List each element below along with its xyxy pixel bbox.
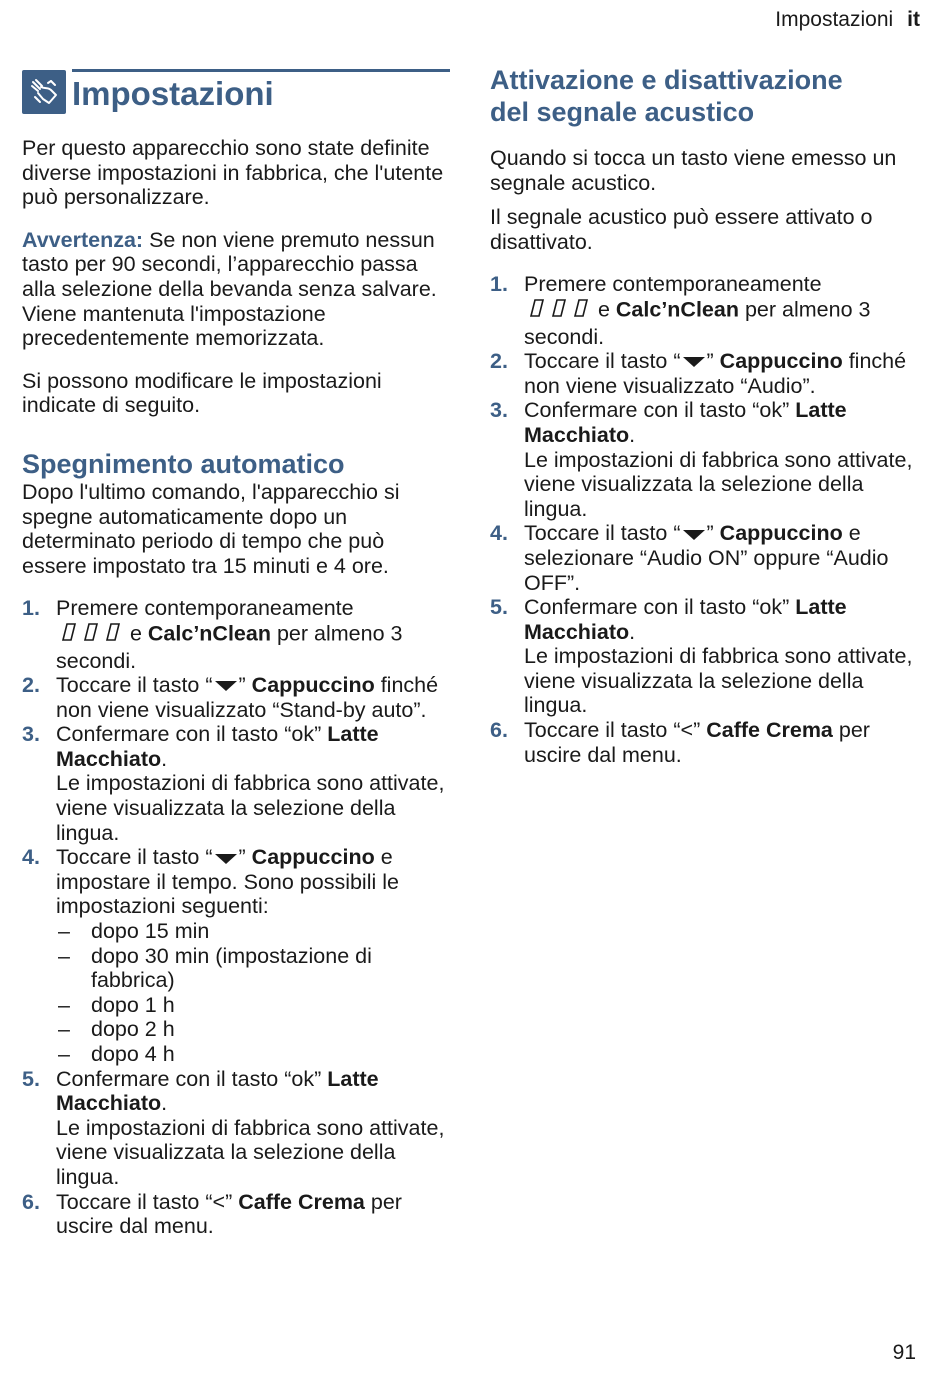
step-number: 4. — [22, 845, 40, 870]
option-text: dopo 1 h — [91, 992, 175, 1017]
list-item — [56, 993, 450, 1018]
note-text: Se non viene premuto nessun tasto per 90 secondi, l’apparecchio passa alla selezione della bevanda senza salvare. Viene mantenuta l'impostazione precedentemente memorizzata. — [22, 227, 437, 351]
dash-bullet: – — [58, 1017, 70, 1042]
list-item — [56, 944, 450, 993]
step-text: Toccare il tasto “ — [56, 1189, 213, 1214]
header-section: Impostazioni — [775, 8, 894, 31]
three-cups-icon — [56, 621, 124, 649]
audio-paragraph-1: Quando si tocca un tasto viene emesso un segnale acustico. — [490, 146, 897, 195]
step-text: Confermare con il tasto “ok” — [524, 595, 796, 620]
step-number: 6. — [22, 1189, 40, 1214]
step-button-name: Cappuccino — [251, 845, 375, 870]
list-item — [56, 1017, 450, 1042]
step-button-name: Calc’nClean — [615, 297, 739, 322]
step-result-text: Le impostazioni di fabbrica sono attivate, viene visualizzata la selezione della lingua. — [56, 1115, 445, 1189]
list-item — [56, 1042, 450, 1067]
list-item — [22, 845, 450, 1066]
step-text: per almeno 3 secondi. — [524, 297, 871, 349]
step-text: . — [161, 746, 168, 771]
section-title-audio — [490, 64, 920, 128]
step-text: per almeno 3 secondi. — [56, 621, 403, 673]
list-item — [22, 673, 450, 722]
back-arrow-icon: < — [212, 1189, 226, 1214]
step-text: Toccare il tasto “ — [524, 521, 681, 546]
note-label: Avvertenza: — [22, 227, 144, 252]
list-item — [22, 722, 450, 845]
page-number: 91 — [892, 1341, 916, 1364]
auto-off-steps — [22, 596, 450, 1238]
header-lang: it — [907, 8, 920, 31]
step-number: 6. — [490, 718, 508, 743]
down-arrow-icon — [683, 357, 705, 367]
list-item — [490, 595, 920, 718]
step-text: ” — [706, 521, 720, 546]
step-button-name: Calc’nClean — [147, 621, 271, 646]
step-text: Toccare il tasto “ — [56, 673, 213, 698]
step-text: Premere contemporaneamente — [56, 596, 354, 621]
step-text: Confermare con il tasto “ok” — [56, 722, 328, 747]
step-text: ” — [238, 845, 252, 870]
option-text: dopo 15 min — [91, 919, 210, 944]
option-text: dopo 4 h — [91, 1042, 175, 1066]
chapter-title-row — [22, 70, 450, 114]
section-title-auto-off: Spegnimento automatico — [22, 448, 345, 479]
step-text: e selezionare “Audio ON” oppure “Audio OFF”. — [524, 521, 889, 595]
step-button-name: Latte Macchiato — [56, 722, 379, 771]
step-result-text: Le impostazioni di fabbrica sono attivate, viene visualizzata la selezione della lingua. — [56, 771, 445, 845]
step-text: e — [124, 621, 148, 646]
settings-hand-icon — [22, 70, 66, 114]
step-button-name: Cappuccino — [251, 673, 375, 698]
three-cups-icon — [524, 297, 592, 325]
step-text: Confermare con il tasto “ok” — [56, 1066, 328, 1091]
list-item — [22, 1190, 450, 1239]
step-text: Toccare il tasto “ — [524, 349, 681, 374]
dash-bullet: – — [58, 919, 70, 944]
settings-list-paragraph: Si possono modificare le impostazioni indicate di seguito. — [22, 368, 382, 418]
list-item — [22, 1067, 450, 1190]
step-number: 5. — [22, 1066, 40, 1091]
step-text: e impostare il tempo. Sono possibili le impostazioni seguenti: — [56, 845, 399, 919]
step-button-name: Caffe Crema — [706, 718, 833, 743]
step-text: per uscire dal menu. — [56, 1189, 402, 1239]
left-column — [22, 62, 450, 1239]
step-number: 2. — [22, 673, 40, 698]
step-text: . — [161, 1091, 168, 1116]
step-result-text: Le impostazioni di fabbrica sono attivate, viene visualizzata la selezione della lingua. — [524, 447, 913, 521]
step-number: 4. — [490, 521, 508, 546]
step-text: Premere contemporaneamente — [524, 272, 822, 297]
step-text: ” — [693, 718, 707, 743]
step-number: 2. — [490, 349, 508, 374]
down-arrow-icon — [215, 854, 237, 864]
intro-paragraph: Per questo apparecchio sono state definite diverse impostazioni in fabbrica, che l'utente può personalizzare. — [22, 136, 444, 210]
step-text: finché non viene visualizzato “Audio”. — [524, 349, 907, 398]
back-arrow-icon: < — [680, 718, 694, 743]
step-text: . — [629, 422, 636, 447]
section-title-line: del segnale acustico — [490, 97, 755, 127]
dash-bullet: – — [58, 992, 70, 1017]
list-item — [490, 272, 920, 349]
step-button-name: Latte Macchiato — [524, 398, 847, 447]
note-paragraph — [22, 228, 450, 351]
list-item — [56, 919, 450, 944]
chapter-title: Impostazioni — [72, 69, 450, 114]
option-text: dopo 2 h — [91, 1017, 175, 1042]
step-text: ” — [706, 349, 720, 374]
running-header — [775, 8, 920, 32]
dash-bullet: – — [58, 1042, 70, 1066]
step-button-name: Cappuccino — [719, 521, 843, 546]
down-arrow-icon — [215, 681, 237, 691]
step-button-name: Latte Macchiato — [56, 1066, 379, 1116]
step-text: Toccare il tasto “ — [524, 718, 681, 743]
step-text: e — [592, 297, 616, 322]
step-number: 3. — [490, 398, 508, 423]
step-text: Confermare con il tasto “ok” — [524, 398, 796, 423]
step-number: 3. — [22, 722, 40, 747]
step-result-text: Le impostazioni di fabbrica sono attivate, viene visualizzata la selezione della lingua. — [524, 644, 913, 718]
step-number: 1. — [22, 596, 40, 621]
right-column — [490, 62, 920, 767]
step-text: per uscire dal menu. — [524, 718, 870, 767]
step-number: 1. — [490, 272, 508, 297]
list-item — [490, 718, 920, 767]
step-text: ” — [238, 673, 252, 698]
audio-paragraph-2: Il segnale acustico può essere attivato o disattivato. — [490, 205, 873, 254]
list-item — [490, 521, 920, 595]
section-intro-auto-off: Dopo l'ultimo comando, l'apparecchio si spegne automaticamente dopo un determinato periodo di tempo che può essere impostato tra 15 minuti e 4 ore. — [22, 479, 400, 578]
step-text: Toccare il tasto “ — [56, 845, 213, 870]
time-options-list — [56, 919, 450, 1067]
dash-bullet: – — [58, 943, 70, 968]
step-text: . — [629, 619, 636, 644]
audio-steps — [490, 272, 920, 767]
step-text: ” — [225, 1189, 239, 1214]
step-number: 5. — [490, 595, 508, 620]
list-item — [490, 398, 920, 521]
step-button-name: Cappuccino — [719, 349, 843, 374]
list-item — [490, 349, 920, 398]
option-text: dopo 30 min (impostazione di fabbrica) — [91, 943, 372, 993]
step-button-name: Caffe Crema — [238, 1189, 365, 1214]
step-button-name: Latte Macchiato — [524, 595, 847, 644]
down-arrow-icon — [683, 530, 705, 540]
section-title-line: Attivazione e disattivazione — [490, 65, 843, 95]
list-item — [22, 596, 450, 673]
step-text: finché non viene visualizzato “Stand-by auto”. — [56, 673, 439, 722]
